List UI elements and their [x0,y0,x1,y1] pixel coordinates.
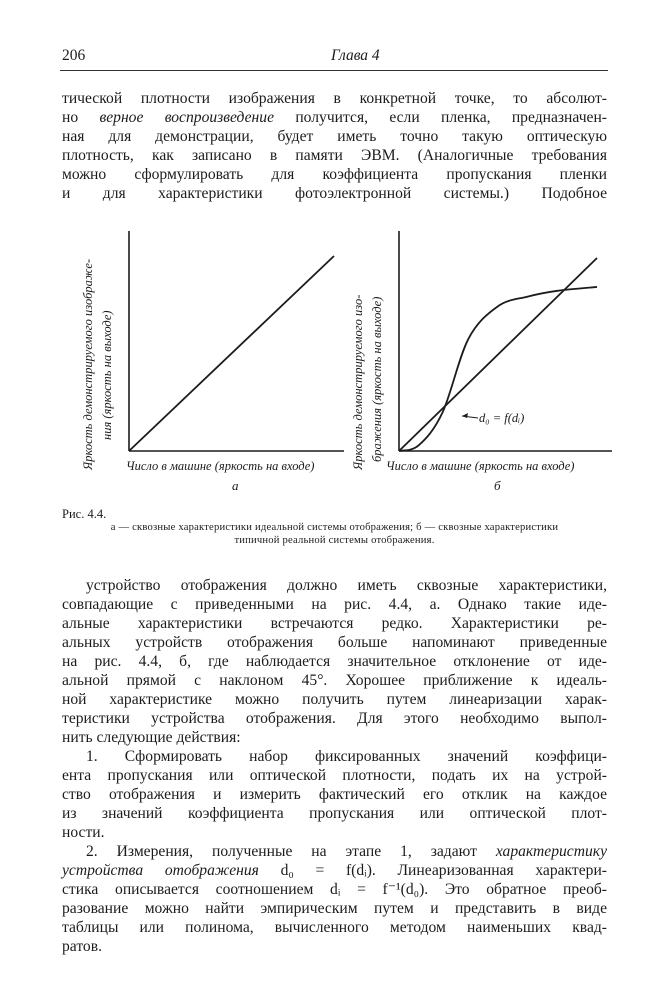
text-line: из значений коэффициента пропускания или оптической плот- [62,805,607,822]
panel-b [351,231,612,493]
body-text [62,576,607,956]
page-number: 206 [62,47,86,64]
paragraph [62,747,607,842]
text-line: но верное воспроизведение получится, если пленка, предназначен- [62,109,607,126]
text-line: ной характеристике можно получить путем линеаризации харак- [62,691,607,708]
panel-b-curve-label: d₀ = f(dᵢ) [479,411,525,425]
text-line: нить следующие действия: [62,729,241,746]
text-line: альные характеристики встречаются редко. Характеристики ре- [62,615,607,632]
text-line: устройства отображения d₀ = f(dᵢ). Линеаризованная характери- [62,862,607,879]
text-line: устройство отображения должно иметь сквозные характеристики, [86,577,607,594]
text-line: ная для демонстрации, будет иметь точно такую оптическую [62,128,607,145]
text-line: альной прямой с наклоном 45°. Хорошее приближение к идеаль- [62,672,607,689]
panel-b-ylabel-2: бражения (яркость на выходе) [370,296,384,462]
paragraph [62,842,607,956]
text-line: тической плотности изображения в конкретной точке, то абсолют- [62,90,607,107]
running-head: Глава 4 [331,47,380,64]
text-line: совпадающие с приведенными на рис. 4.4, а. Однако такие иде- [62,596,607,613]
text-line: ности. [62,824,105,841]
panel-a-ylabel-2: ния (яркость на выходе) [100,310,114,440]
panel-a-xlabel: Число в машине (яркость на входе) [126,459,315,473]
panel-b-ylabel-1: Яркость демонстрируемого изо- [351,294,365,470]
paragraph [62,576,607,747]
text-line: ство отображения и измерить фактический его отклик на каждое [62,786,607,803]
figure-caption-title: Рис. 4.4. [62,507,107,521]
panel-b-real-curve [399,287,597,451]
caption-line: а — сквозные характеристики идеальной системы отображения; б — сквозные характеристики [110,522,559,533]
text-line: на рис. 4.4, б, где наблюдается значительное отклонение от иде- [62,653,607,670]
caption-line: типичной реальной системы отображения. [234,535,435,546]
panel-a-label: а [232,478,239,493]
panel-b-xlabel: Число в машине (яркость на входе) [386,459,575,473]
text-line: 2. Измерения, полученные на этапе 1, задают характеристику [86,843,607,860]
text-line: плотность, как записано в памяти ЭВМ. (Аналогичные требования [62,147,607,164]
text-line: разование можно найти эмпирическим путем и представить в виде [62,900,607,917]
text-line: стика описывается соотношением dᵢ = f⁻¹(d₀). Это обратное преоб- [62,881,607,898]
text-line: можно сформулировать для коэффициента пропускания пленки [62,166,607,183]
panel-b-label: б [494,478,501,493]
text-line: ратов. [62,938,102,955]
leader-arrow-icon [462,413,468,418]
text-line: 1. Сформировать набор фиксированных значений коэффици- [86,748,607,765]
text-line: теристики устройства отображения. Для этого необходимо выпол- [62,710,607,727]
text-line: таблицы или полинома, вычисленного методом наименьших квад- [62,919,607,936]
panel-a [81,231,344,493]
text-line: и для характеристики фотоэлектронной системы.) Подобное [62,185,607,202]
panel-a-ideal-line [129,256,334,451]
text-line: ента пропускания или оптической плотности, подать их на устрой- [62,767,607,784]
figure-caption [62,521,607,547]
panel-a-ylabel-1: Яркость демонстрируемого изображе- [81,258,95,470]
text-line: альных устройств отображения больше напоминают приведенные [62,634,607,651]
